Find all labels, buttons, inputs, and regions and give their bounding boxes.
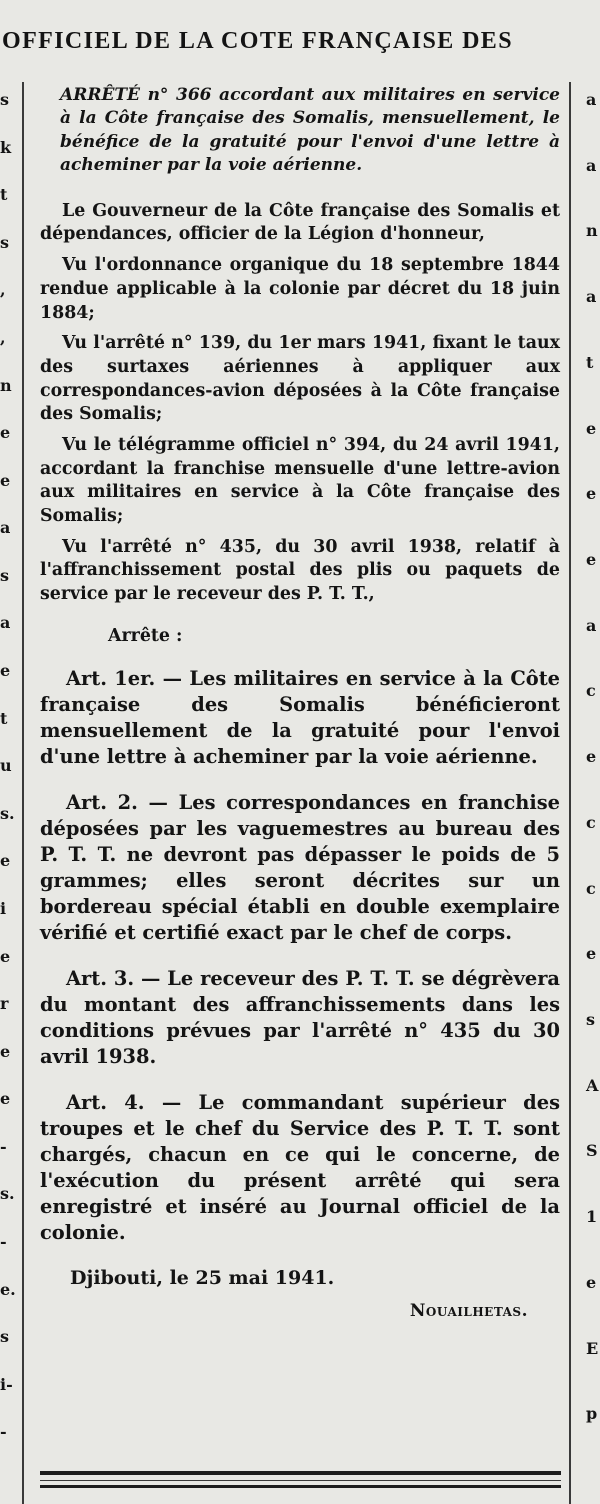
bottom-rule-thick-lower bbox=[40, 1485, 561, 1488]
margin-fragment: c bbox=[586, 813, 596, 832]
left-margin-fragments bbox=[0, 82, 14, 1502]
visa-paragraph: Vu l'arrêté n° 139, du 1er mars 1941, fixant le taux des surtaxes aériennes à appliquer aux correspondances-avion déposées à la Côte française des Somalis; bbox=[40, 333, 560, 425]
margin-fragment: n bbox=[586, 221, 598, 240]
margin-fragment: u bbox=[0, 756, 12, 775]
margin-fragment: e. bbox=[0, 1280, 16, 1299]
margin-fragment: a bbox=[0, 613, 11, 632]
margin-fragment: k bbox=[0, 138, 12, 157]
article-paragraph: Art. 3. — Le receveur des P. T. T. se dégrèvera du montant des affranchissements dans les conditions prévues par l'arrêté n° 435 du 30 avril 1938. bbox=[40, 967, 560, 1069]
margin-fragment: - bbox=[0, 1422, 7, 1441]
margin-fragment: e bbox=[586, 484, 597, 503]
margin-fragment: a bbox=[586, 287, 597, 306]
margin-fragment: e bbox=[0, 1042, 11, 1061]
margin-fragment: e bbox=[586, 419, 597, 438]
page-header: OFFICIEL DE LA COTE FRANÇAISE DES bbox=[2, 28, 513, 54]
margin-fragment: s. bbox=[0, 804, 15, 823]
right-column-rule bbox=[569, 82, 571, 1504]
decree-title: ARRÊTÉ n° 366 accordant aux militaires en service à la Côte française des Somalis, mensuellement, le bénéfice de la gratuité pour l'envoi d'une lettre à acheminer par la voie aérienne. bbox=[60, 85, 560, 176]
margin-fragment: e bbox=[586, 944, 597, 963]
margin-fragment: c bbox=[586, 681, 596, 700]
margin-fragment: i bbox=[0, 899, 7, 918]
margin-fragment: t bbox=[586, 353, 594, 372]
margin-fragment: - bbox=[0, 1232, 7, 1251]
margin-fragment: s bbox=[0, 1327, 10, 1346]
article-paragraph: Art. 1er. — Les militaires en service à la Côte française des Somalis bénéficieront mensuellement de la gratuité pour l'envoi d'une lettre à acheminer par la voie aérienne. bbox=[40, 667, 560, 769]
visa-paragraph: Vu l'arrêté n° 435, du 30 avril 1938, relatif à l'affranchissement postal des plis ou paquets de service par le receveur des P. T. T., bbox=[40, 536, 560, 604]
margin-fragment: i- bbox=[0, 1375, 13, 1394]
margin-fragment: t bbox=[0, 709, 8, 728]
visa-paragraph: Vu l'ordonnance organique du 18 septembre 1844 rendue applicable à la colonie par décret du 18 juin 1884; bbox=[40, 255, 560, 323]
margin-fragment: c bbox=[586, 879, 596, 898]
place-date: Djibouti, le 25 mai 1941. bbox=[70, 1267, 335, 1290]
margin-fragment: A bbox=[586, 1076, 599, 1095]
margin-fragment: e bbox=[0, 423, 11, 442]
margin-fragment: t bbox=[0, 185, 8, 204]
margin-fragment: s bbox=[0, 90, 10, 109]
article-column bbox=[40, 84, 560, 1323]
margin-fragment: a bbox=[586, 90, 597, 109]
arrete-label: Arrête : bbox=[108, 625, 183, 646]
margin-fragment: e bbox=[586, 550, 597, 569]
right-margin-fragments bbox=[586, 82, 600, 1502]
margin-fragment: E bbox=[586, 1339, 599, 1358]
margin-fragment: , bbox=[0, 328, 6, 347]
margin-fragment: a bbox=[0, 518, 11, 537]
margin-fragment: e bbox=[0, 1089, 11, 1108]
margin-fragment: e bbox=[0, 851, 11, 870]
margin-fragment: s. bbox=[0, 1184, 15, 1203]
margin-fragment: s bbox=[0, 566, 10, 585]
intro-paragraph: Le Gouverneur de la Côte française des Somalis et dépendances, officier de la Légion d'honneur, bbox=[40, 200, 560, 245]
visa-paragraph: Vu le télégramme officiel n° 394, du 24 avril 1941, accordant la franchise mensuelle d'une lettre-avion aux militaires en service à la Côte française des Somalis; bbox=[40, 434, 560, 526]
margin-fragment: e bbox=[586, 1273, 597, 1292]
margin-fragment: - bbox=[0, 1137, 7, 1156]
margin-fragment: r bbox=[0, 994, 9, 1013]
margin-fragment: s bbox=[0, 233, 10, 252]
article-paragraph: Art. 2. — Les correspondances en franchise déposées par les vaguemestres au bureau des P. T. T. ne devront pas dépasser le poids de 5 grammes; elles seront décrites sur un bordereau spécial établi en double exemplaire vérifié et certifié exact par le chef de corps. bbox=[40, 791, 560, 945]
margin-fragment: e bbox=[0, 947, 11, 966]
margin-fragment: e bbox=[0, 471, 11, 490]
left-column-rule bbox=[22, 82, 24, 1504]
margin-fragment: S bbox=[586, 1141, 598, 1160]
margin-fragment: , bbox=[0, 280, 6, 299]
margin-fragment: s bbox=[586, 1010, 596, 1029]
margin-fragment: a bbox=[586, 616, 597, 635]
margin-fragment: e bbox=[586, 747, 597, 766]
margin-fragment: e bbox=[0, 661, 11, 680]
margin-fragment: n bbox=[0, 376, 12, 395]
signature: Nouailhetas. bbox=[409, 1301, 528, 1322]
bottom-rule-thin bbox=[40, 1480, 561, 1481]
margin-fragment: 1 bbox=[586, 1207, 598, 1226]
margin-fragment: a bbox=[586, 156, 597, 175]
article-paragraph: Art. 4. — Le commandant supérieur des troupes et le chef du Service des P. T. T. sont chargés, chacun en ce qui le concerne, de l'exécution du présent arrêté qui sera enregistré et inséré au Journal officiel de la colonie. bbox=[40, 1091, 560, 1245]
margin-fragment: p bbox=[586, 1404, 598, 1423]
bottom-rule-thick bbox=[40, 1471, 561, 1475]
